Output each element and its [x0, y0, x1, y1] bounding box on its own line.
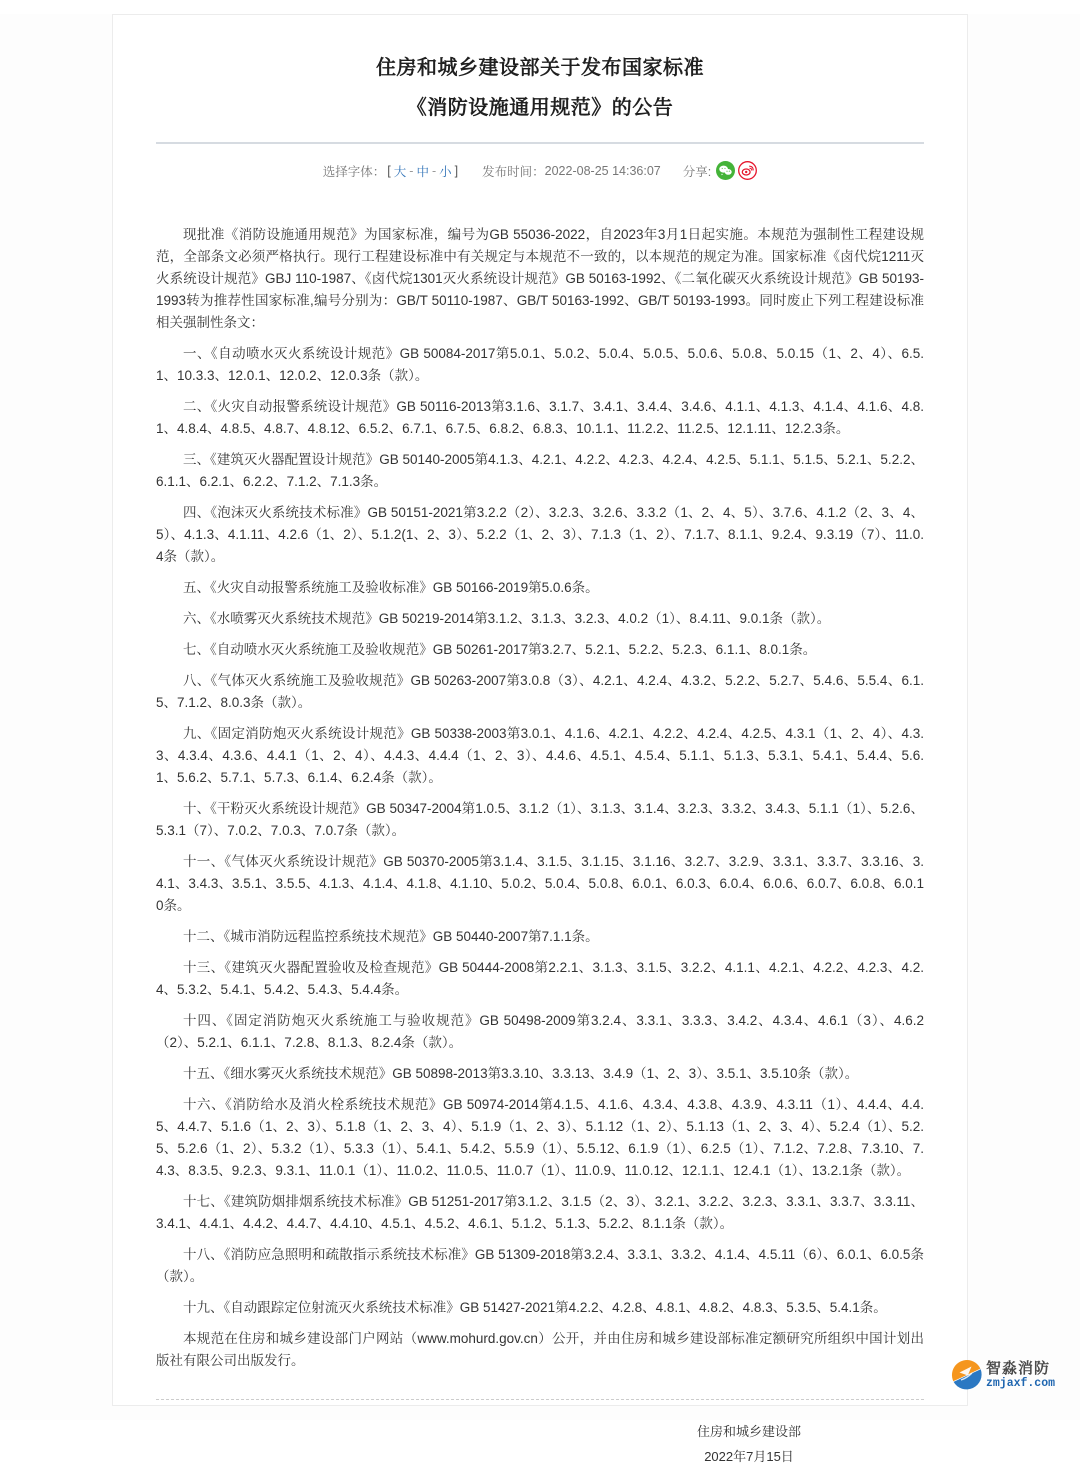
publish-time-value: 2022-08-25 14:36:07 [544, 163, 661, 178]
signature-block [649, 1422, 849, 1467]
announcement-card [112, 14, 968, 1464]
body-paragraph: 十七、《建筑防烟排烟系统技术标准》GB 51251-2017第3.1.2、3.1.5（2、3）、3.2.1、3.2.2、3.2.3、3.3.1、3.3.7、3.3.11、3.4.1、4.4.1、4.4.2、4.4.7、4.4.10、4.5.1、4.5.2、4.6.1、5.1.2、5.1.3、5.2.2、8.1.1条（款）。 [156, 1194, 924, 1231]
body-paragraph: 三、《建筑灭火器配置设计规范》GB 50140-2005第4.1.3、4.2.1、4.2.2、4.2.3、4.2.4、4.2.5、5.1.1、5.1.5、5.2.1、5.2.2、6.1.1、6.2.1、6.2.2、7.1.2、7.1.3条。 [156, 452, 924, 489]
page-title-line2: 《消防设施通用规范》的公告 [406, 97, 674, 119]
page-viewport [0, 14, 1080, 1464]
font-size-large-link[interactable]: 大 [393, 164, 407, 179]
publish-time-label: 发布时间： [482, 164, 545, 179]
signature-org: 住房和城乡建设部 [696, 1424, 801, 1439]
font-size-selector [323, 162, 460, 180]
body-paragraph: 十八、《消防应急照明和疏散指示系统技术标准》GB 51309-2018第3.2.4、3.3.1、3.3.2、4.1.4、4.5.11（6）、6.0.1、6.0.5条（款）。 [156, 1247, 924, 1284]
body-paragraph: 十三、《建筑灭火器配置验收及检查规范》GB 50444-2008第2.2.1、3.1.3、3.1.5、3.2.2、4.1.1、4.2.1、4.2.2、4.2.3、4.2.4、5.3.2、5.4.1、5.4.2、5.4.3、5.4.4条。 [156, 960, 924, 997]
font-size-separator: - [431, 163, 437, 178]
body-paragraph: 七、《自动喷水灭火系统施工及验收规范》GB 50261-2017第3.2.7、5.2.1、5.2.2、5.2.3、6.1.1、8.0.1条。 [183, 642, 817, 657]
body-paragraph: 十、《干粉灭火系统设计规范》GB 50347-2004第1.0.5、3.1.2（1）、3.1.3、3.1.4、3.2.3、3.3.2、3.4.3、5.1.1（1）、5.2.6、5.3.1（7）、7.0.2、7.0.3、7.0.7条（款）。 [156, 801, 924, 838]
announcement-body [156, 224, 924, 1372]
body-paragraph: 十二、《城市消防远程监控系统技术规范》GB 50440-2007第7.1.1条。 [183, 929, 599, 944]
weibo-icon[interactable] [738, 161, 757, 180]
body-paragraph: 一、《自动喷水灭火系统设计规范》GB 50084-2017第5.0.1、5.0.2、5.0.4、5.0.5、5.0.6、5.0.8、5.0.15（1、2、4）、6.5.1、10.3.3、12.0.1、12.0.2、12.0.3条（款）。 [156, 346, 924, 383]
share-group [683, 161, 757, 180]
font-size-small-link[interactable]: 小 [439, 164, 452, 179]
zhimiao-logo-icon [952, 1360, 982, 1390]
body-paragraph: 十六、《消防给水及消火栓系统技术规范》GB 50974-2014第4.1.5、4.1.6、4.3.4、4.3.8、4.3.9、4.3.11（1）、4.4.4、4.4.5、4.4.7、5.1.6（1、2、3）、5.1.8（1、2、3、4）、5.1.9（1、2、3）、5.1.12（1、2）、5.1.13（1、2、3、4）、5.2.4（1）、5.2.5、5.2.6（1、2）、5.3.2（1）、5.3.3（1）、5.4.1、5.4.2、5.5.9（1）、5.5.12、6.1.9（1）、6.2.5（1）、7.1.2、7.2.8、7.3.10、7.4.3、8.3.5、9.2.3、9.3.1、11.0.1（1）、11.0.2、11.0.5、11.0.7（1）、11.0.9、11.0.12、12.1.1、12.4.1（1）、13.2.1条（款）。 [156, 1097, 924, 1178]
watermark-site: zmjaxf.com [986, 1376, 1056, 1390]
share-label: 分享: [682, 164, 712, 179]
title-divider [156, 142, 924, 144]
body-paragraph: 四、《泡沫灭火系统技术标准》GB 50151-2021第3.2.2（2）、3.2.3、3.2.6、3.3.2（1、2、4、5）、3.7.6、4.1.2（2、3、4、5）、4.1.3、4.1.11、4.2.6（1、2）、5.1.2(1、2、3）、5.2.2（1、2、3）、7.1.3（1、2）、7.1.7、8.1.1、9.2.4、9.3.19（7）、11.0.4条（款）。 [156, 505, 924, 564]
body-paragraph: 十一、《气体灭火系统设计规范》GB 50370-2005第3.1.4、3.1.5、3.1.15、3.1.16、3.2.7、3.2.9、3.3.1、3.3.7、3.3.16、3.4.1、3.4.3、3.5.1、3.5.5、4.1.3、4.1.4、4.1.8、4.1.10、5.0.2、5.0.4、5.0.8、6.0.1、6.0.3、6.0.4、6.0.6、6.0.7、6.0.8、6.0.10条。 [156, 854, 924, 913]
bracket-close: ] [454, 163, 459, 178]
body-paragraph: 本规范在住房和城乡建设部门户网站（www.mohurd.gov.cn）公开，并由住房和城乡建设部标准定额研究所组织中国计划出版社有限公司出版发行。 [156, 1331, 924, 1368]
page-title-line1: 住房和城乡建设部关于发布国家标准 [376, 57, 704, 79]
body-paragraph: 十五、《细水雾灭火系统技术规范》GB 50898-2013第3.3.10、3.3.13、3.4.9（1、2、3）、3.5.1、3.5.10条（款）。 [183, 1066, 859, 1081]
signature-date: 2022年7月15日 [704, 1449, 794, 1464]
body-paragraph: 现批准《消防设施通用规范》为国家标准，编号为GB 55036-2022，自2023年3月1日起实施。本规范为强制性工程建设规范，全部条文必须严格执行。现行工程建设标准中有关规定与本规范不一致的，以本规范的规定为准。国家标准《卤代烷1211灭火系统设计规范》GBJ 110-1987、《卤代烷1301灭火系统设计规范》GB 50163-1992、《二氧化碳灭火系统设计规范》GB 50193-1993转为推荐性国家标准,编号分别为：GB/T 50110-1987、GB/T 50163-1992、GB/T 50193-1993。同时废止下列工程建设标准相关强制性条文： [156, 227, 924, 330]
body-paragraph: 二、《火灾自动报警系统设计规范》GB 50116-2013第3.1.6、3.1.7、3.4.1、3.4.4、3.4.6、4.1.1、4.1.3、4.1.4、4.1.6、4.8.1、4.8.4、4.8.5、4.8.7、4.8.12、6.5.2、6.7.1、6.7.5、6.8.2、6.8.3、10.1.1、11.2.2、11.2.5、12.1.11、12.2.3条。 [156, 399, 924, 436]
body-paragraph: 十九、《自动跟踪定位射流灭火系统技术标准》GB 51427-2021第4.2.2、4.2.8、4.8.1、4.8.2、4.8.3、5.3.5、5.4.1条。 [183, 1300, 887, 1315]
font-select-label: 选择字体： [322, 164, 386, 179]
bottom-dashed-divider [156, 1399, 924, 1400]
meta-bar [156, 161, 924, 180]
site-watermark [952, 1360, 1055, 1390]
body-paragraph: 八、《气体灭火系统施工及验收规范》GB 50263-2007第3.0.8（3）、4.2.1、4.2.4、4.3.2、5.2.2、5.2.7、5.4.6、5.5.4、6.1.5、7.1.2、8.0.3条（款）。 [156, 673, 924, 710]
watermark-name: 智淼消防 [986, 1359, 1051, 1377]
body-paragraph: 六、《水喷雾灭火系统技术规范》GB 50219-2014第3.1.2、3.1.3、3.2.3、4.0.2（1）、8.4.11、9.0.1条（款）。 [183, 611, 831, 626]
publish-time-group [482, 162, 661, 180]
body-paragraph: 五、《火灾自动报警系统施工及验收标准》GB 50166-2019第5.0.6条。 [183, 580, 599, 595]
body-paragraph: 九、《固定消防炮灭火系统设计规范》GB 50338-2003第3.0.1、4.1.6、4.2.1、4.2.2、4.2.4、4.2.5、4.3.1（1、2、4）、4.3.3、4.3.4、4.3.6、4.4.1（1、2、4）、4.4.3、4.4.4（1、2、3）、4.4.6、4.5.1、4.5.4、5.1.1、5.1.3、5.3.1、5.4.1、5.4.4、5.6.1、5.6.2、5.7.1、5.7.3、6.1.4、6.2.4条（款）。 [156, 726, 924, 785]
font-size-medium-link[interactable]: 中 [416, 164, 429, 179]
page-title [156, 48, 924, 128]
body-paragraph: 十四、《固定消防炮灭火系统施工与验收规范》GB 50498-2009第3.2.4、3.3.1、3.3.3、3.4.2、4.3.4、4.6.1（3）、4.6.2（2）、5.2.1、6.1.1、7.2.8、8.1.3、8.2.4条（款）。 [156, 1013, 924, 1050]
bracket-open: [ [387, 163, 391, 178]
wechat-icon[interactable] [716, 161, 735, 180]
font-size-separator: - [409, 163, 414, 178]
